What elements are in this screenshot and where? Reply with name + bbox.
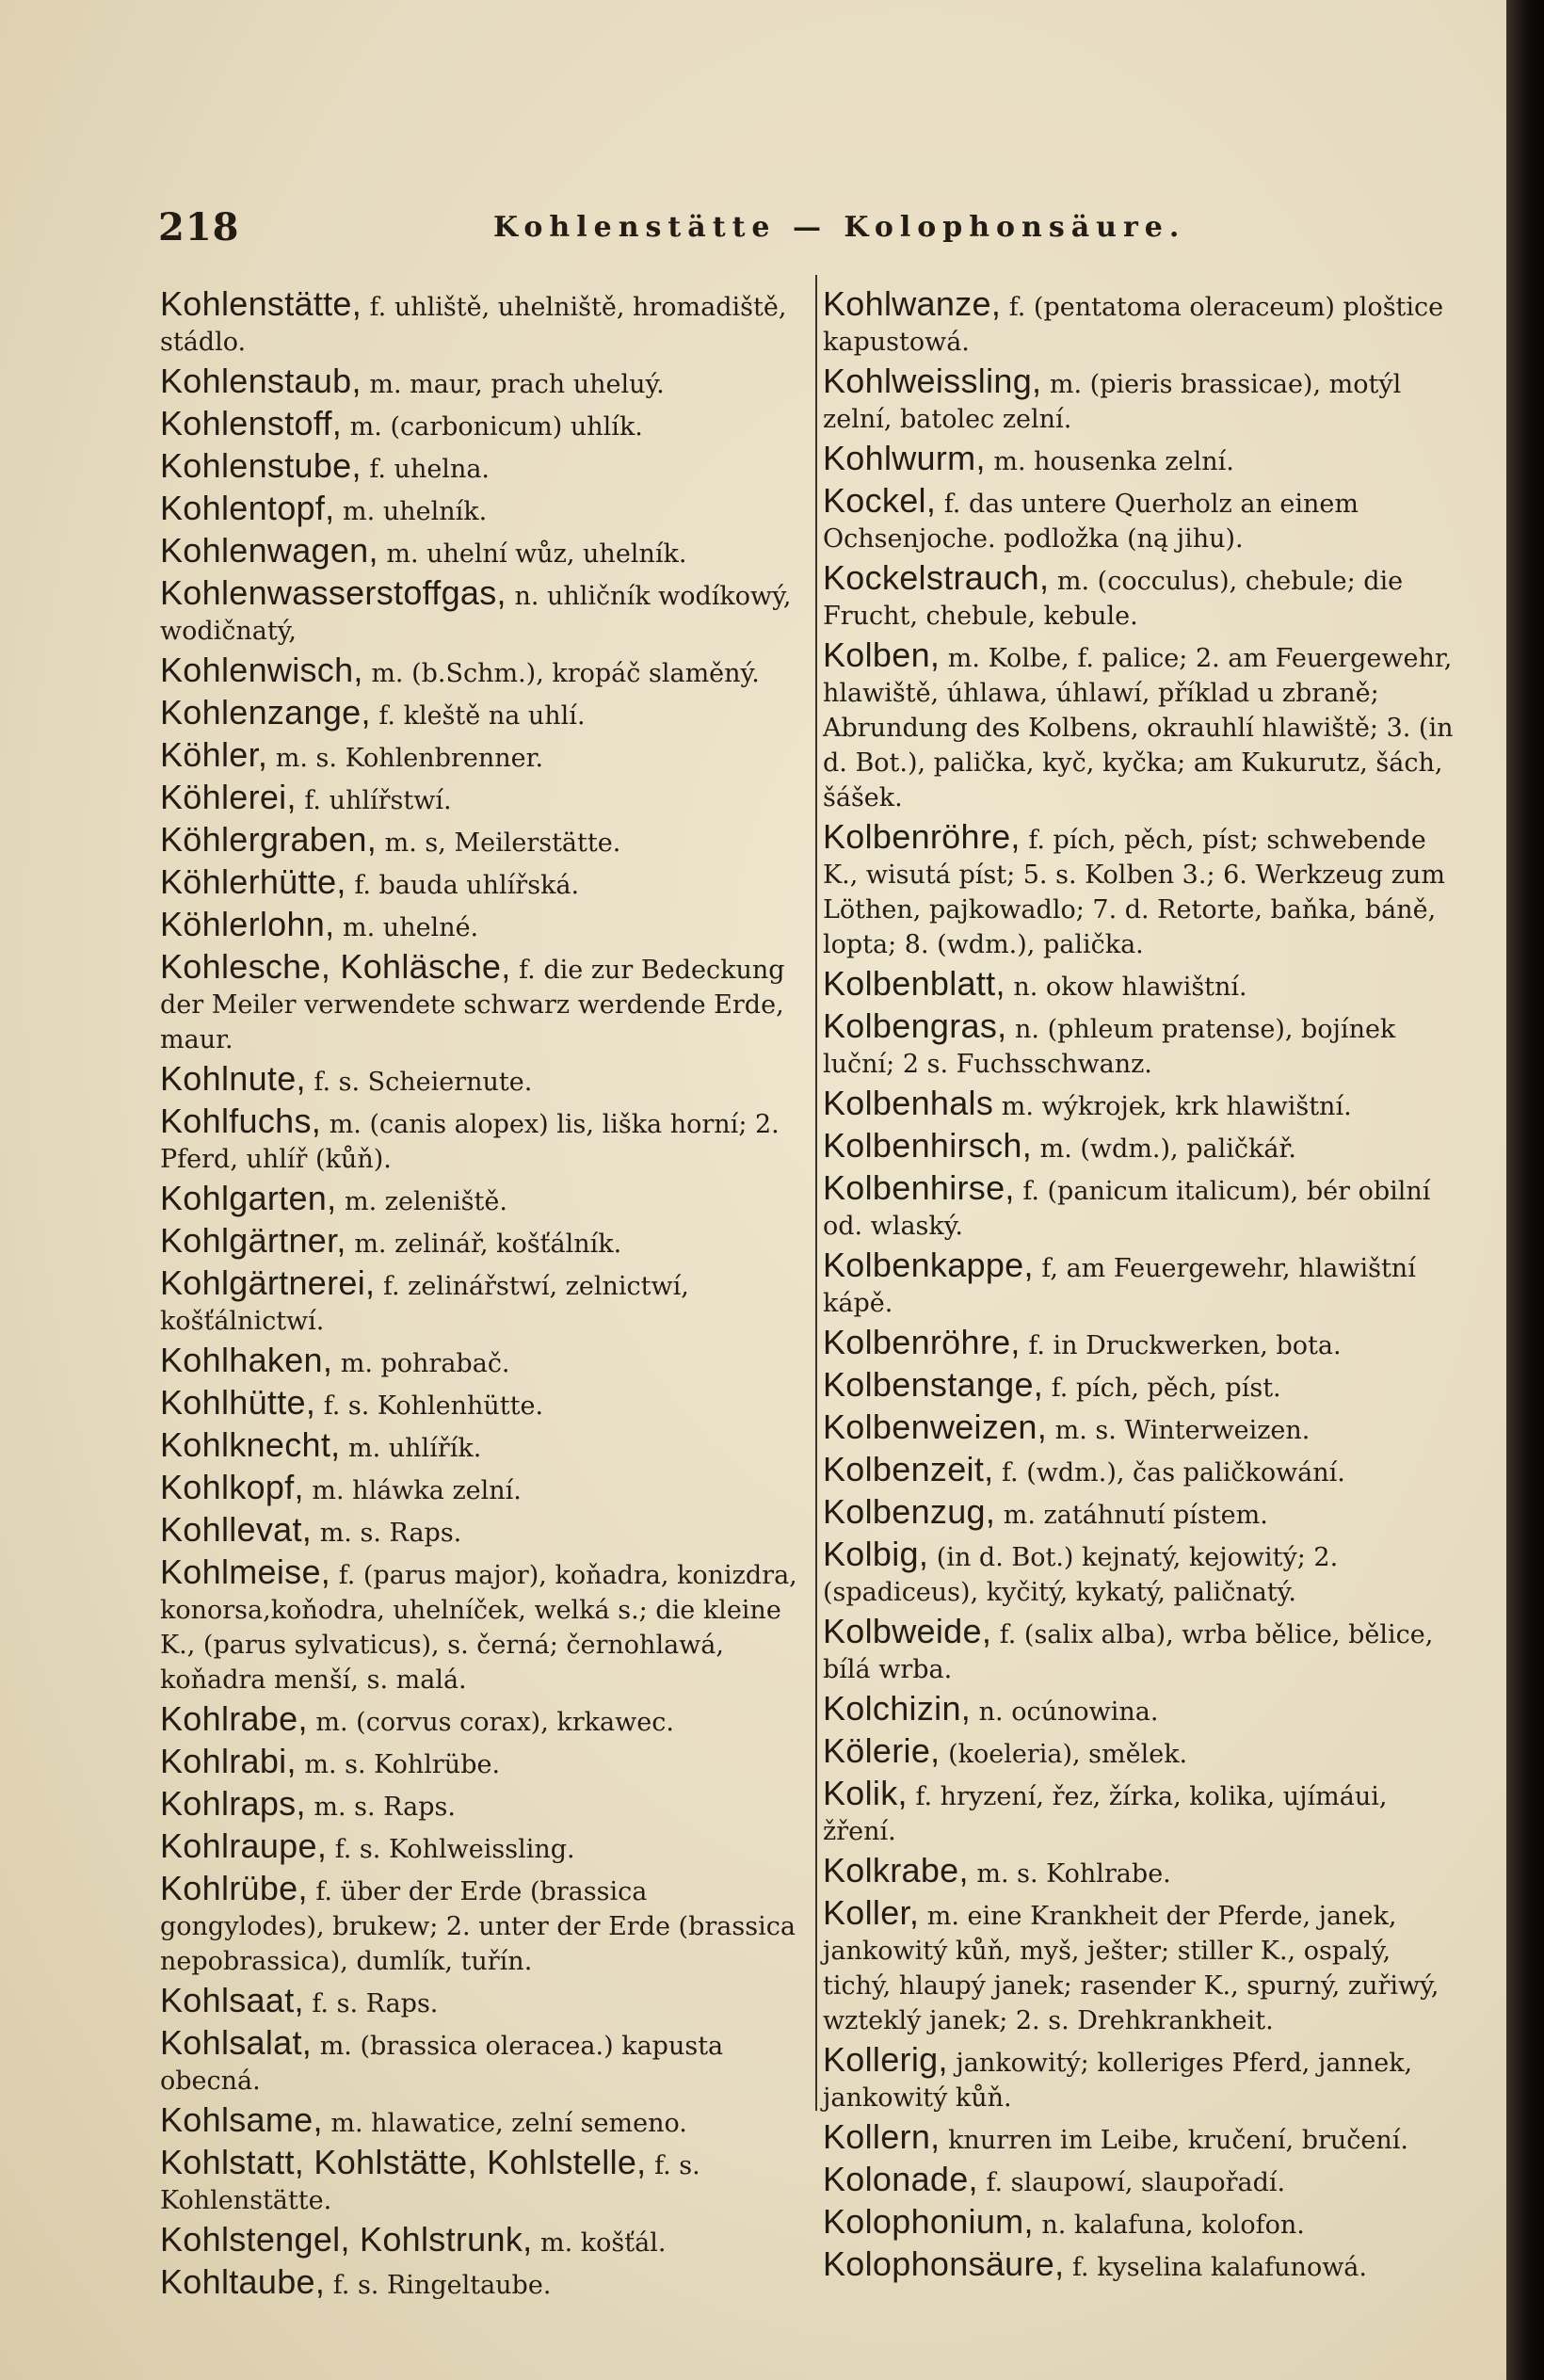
headword: Kohlhaken, [160, 1341, 333, 1379]
headword: Kohlraupe, [160, 1826, 328, 1865]
headword: Kölerie, [823, 1731, 941, 1770]
headword: Kohlsame, [160, 2100, 323, 2139]
definition: n. (phleum pratense), bojínek luční; 2 s. Fuchsschwanz. [823, 1015, 1396, 1079]
definition: f. (wdm.), čas paličkowání. [1002, 1458, 1345, 1488]
dictionary-entry [823, 1895, 1463, 2038]
definition: n. uhličník wodíkowý, wodičnatý, [160, 582, 792, 646]
definition: f. kleště na uhlí. [378, 701, 586, 731]
dictionary-entry [160, 1701, 810, 1740]
definition: m. s. Raps. [319, 1519, 462, 1548]
dictionary-entry [160, 949, 810, 1057]
headword: Kolonade, [823, 2160, 978, 2198]
dictionary-entry [160, 2145, 810, 2218]
dictionary-entry [823, 1128, 1463, 1166]
definition: f. s. Ringeltaube. [332, 2271, 552, 2300]
dictionary-entry [823, 1853, 1463, 1891]
dictionary-entry [160, 406, 810, 444]
headword: Kohlenstoff, [160, 404, 343, 442]
dictionary-entry [160, 1554, 810, 1697]
dictionary-entry [823, 1452, 1463, 1490]
headword: Kohlenwagen, [160, 531, 378, 570]
running-head: Kohlenstätte — Kolophonsäure. [493, 211, 1186, 244]
headword: Köhler, [160, 735, 268, 774]
definition: n. ocúnowina. [978, 1697, 1159, 1727]
definition: f. zelinářstwí, zelnictwí, košťálnictwí. [160, 1272, 689, 1336]
definition: m. (canis alopex) lis, liška horní; 2. Pferd, uhlíř (kůň). [160, 1110, 780, 1174]
headword: Kolchizin, [823, 1689, 972, 1728]
dictionary-entry [823, 1536, 1463, 1610]
dictionary-entry [823, 2246, 1463, 2285]
headword: Kolbenstange, [823, 1365, 1044, 1404]
definition: m. uhelní wůz, uhelník. [386, 539, 687, 569]
dictionary-entry [160, 1385, 810, 1423]
headword: Kolbenzeit, [823, 1450, 994, 1488]
headword: Kolophonium, [823, 2202, 1034, 2241]
headword: Kohlenstätte, [160, 284, 362, 323]
definition: f. uhliště, uhelniště, hromadiště, stádlo. [160, 293, 787, 357]
dictionary-entry [823, 819, 1463, 962]
dictionary-entry [823, 2119, 1463, 2158]
definition: m. hláwka zelní. [312, 1476, 522, 1505]
headword: Kohlrübe, [160, 1869, 308, 1907]
dictionary-entry [160, 1427, 810, 1466]
dictionary-entry [160, 1828, 810, 1867]
definition: m. uhelník. [343, 497, 488, 526]
dictionary-entry [160, 695, 810, 733]
dictionary-entry [823, 1008, 1463, 1082]
definition: m. pohrabač. [340, 1349, 510, 1378]
definition: f. pích, pěch, píst. [1051, 1374, 1281, 1403]
dictionary-entry [823, 286, 1463, 360]
headword: Kohlgarten, [160, 1179, 337, 1217]
dictionary-entry [160, 2264, 810, 2303]
headword: Kohlstatt, Kohlstätte, Kohlstelle, [160, 2143, 647, 2181]
definition: m. košťál. [540, 2228, 667, 2258]
headword: Kohlknecht, [160, 1425, 341, 1464]
headword: Kohlwanze, [823, 284, 1002, 323]
definition: m. housenka zelní. [993, 447, 1234, 476]
dictionary-entry [160, 780, 810, 818]
headword: Koller, [823, 1893, 920, 1932]
headword: Kolbenhirsch, [823, 1126, 1033, 1165]
headword: Kolik, [823, 1774, 908, 1812]
headword: Kolbenweizen, [823, 1407, 1048, 1446]
dictionary-entry [823, 1494, 1463, 1533]
definition: f. uhlířstwí. [304, 786, 452, 815]
dictionary-entry [823, 560, 1463, 634]
definition: f. s. Scheiernute. [314, 1068, 533, 1097]
headword: Kolbig, [823, 1535, 929, 1573]
definition: f. uhelna. [369, 455, 491, 484]
headword: Köhlerhütte, [160, 862, 346, 901]
headword: Köhlerlohn, [160, 905, 335, 943]
definition: m. (pieris brassicae), motýl zelní, batolec zelní. [823, 370, 1402, 434]
headword: Kollern, [823, 2117, 941, 2156]
headword: Kohllevat, [160, 1510, 313, 1549]
headword: Kockelstrauch, [823, 558, 1050, 597]
right-column [823, 286, 1463, 2289]
dictionary-entry [160, 1786, 810, 1825]
dictionary-entry [823, 2162, 1463, 2200]
headword: Kohlkopf, [160, 1468, 304, 1506]
definition: m. zeleniště. [345, 1187, 507, 1216]
definition: m. (corvus corax), krkawec. [315, 1708, 674, 1737]
headword: Kohlhütte, [160, 1383, 316, 1422]
headword: Kohlrabe, [160, 1699, 308, 1738]
dictionary-entry [160, 1181, 810, 1219]
definition: m. wýkrojek, krk hlawištní. [1001, 1092, 1352, 1121]
headword: Kolkrabe, [823, 1851, 969, 1890]
definition: f. s. Kohlenstätte. [160, 2151, 700, 2215]
dictionary-entry [160, 490, 810, 529]
definition: n. kalafuna, kolofon. [1041, 2211, 1305, 2240]
definition: f. (salix alba), wrba bělice, bělice, bílá wrba. [823, 1620, 1434, 1684]
definition: (koeleria), smělek. [948, 1740, 1188, 1769]
dictionary-entry [160, 1871, 810, 1979]
dictionary-entry [160, 822, 810, 860]
dictionary-entry [823, 1776, 1463, 1849]
headword: Kohlrabi, [160, 1742, 297, 1780]
column-divider [815, 275, 817, 2111]
definition: m. (b.Schm.), kropáč slaměný. [371, 659, 760, 688]
page-edge-shadow [1506, 0, 1544, 2380]
dictionary-entry [823, 1409, 1463, 1448]
dictionary-entry [823, 483, 1463, 556]
definition: f. (panicum italicum), bér obilní od. wlaský. [823, 1177, 1431, 1241]
definition: f. über der Erde (brassica gongylodes), brukew; 2. unter der Erde (brassica nepobrassica), dumlík, tuřín. [160, 1877, 796, 1976]
definition: m. (brassica oleracea.) kapusta obecná. [160, 2032, 724, 2096]
left-column [160, 286, 810, 2307]
dictionary-entry [160, 2222, 810, 2260]
headword: Kohltaube, [160, 2262, 326, 2301]
dictionary-entry [823, 1085, 1463, 1124]
headword: Kohlwurm, [823, 439, 986, 477]
headword: Kolbengras, [823, 1006, 1007, 1045]
dictionary-entry [160, 1512, 810, 1551]
dictionary-entry [160, 1061, 810, 1100]
dictionary-entry [823, 966, 1463, 1005]
definition: f. s. Raps. [312, 1989, 439, 2018]
headword: Kolben, [823, 635, 941, 674]
headword: Köhlergraben, [160, 820, 378, 859]
definition: (in d. Bot.) kejnatý, kejowitý; 2. (spadiceus), kyčitý, kykatý, paličnatý. [823, 1543, 1339, 1607]
headword: Kohlenwisch, [160, 651, 363, 689]
dictionary-entry [823, 363, 1463, 437]
dictionary-entry [823, 1170, 1463, 1244]
dictionary-entry [160, 533, 810, 571]
dictionary-entry [160, 907, 810, 945]
definition: f. s. Kohlweissling. [334, 1835, 575, 1864]
definition: f. in Druckwerken, bota. [1028, 1331, 1342, 1360]
definition: m. uhelné. [343, 913, 479, 942]
headword: Kohlenstube, [160, 446, 362, 485]
headword: Kolbenröhre, [823, 1323, 1021, 1361]
definition: f. (parus major), koňadra, konizdra, konorsa,koňodra, uhelníček, welká s.; die kleine K., (parus sylvaticus), s. černá; černohlawá, koňadra menší, s. malá. [160, 1561, 797, 1695]
headword: Kohlentopf, [160, 489, 335, 527]
headword: Kolbenröhre, [823, 817, 1021, 856]
dictionary-entry [823, 1325, 1463, 1363]
definition: m. s. Kohlrabe. [976, 1859, 1171, 1889]
dictionary-entry [823, 2042, 1463, 2115]
definition: f. pích, pěch, píst; schwebende K., wisutá píst; 5. s. Kolben 3.; 6. Werkzeug zum Löthen, pajkowadlo; 7. d. Retorte, baňka, báně, lopta; 8. (wdm.), palička. [823, 826, 1445, 959]
headword: Kohlsaat, [160, 1981, 304, 2019]
headword: Kohlgärtnerei, [160, 1263, 376, 1302]
dictionary-entry [160, 2102, 810, 2141]
headword: Kohlweissling, [823, 362, 1042, 400]
dictionary-entry [160, 1103, 810, 1177]
definition: m. uhlířík. [348, 1434, 482, 1463]
headword: Kohlnute, [160, 1059, 306, 1098]
definition: f. hryzení, řez, žírka, kolika, ujímáui, žření. [823, 1782, 1388, 1846]
dictionary-entry [823, 1691, 1463, 1729]
definition: f. kyselina kalafunowá. [1072, 2253, 1367, 2282]
definition: m. maur, prach uheluý. [369, 370, 665, 399]
dictionary-entry [160, 864, 810, 903]
dictionary-entry [160, 1744, 810, 1782]
dictionary-entry [160, 448, 810, 487]
dictionary-entry [823, 1614, 1463, 1687]
definition: f. slaupowí, slaupořadí. [986, 2168, 1286, 2197]
headword: Kohlmeise, [160, 1552, 331, 1591]
dictionary-entry [160, 1265, 810, 1339]
headword: Kohlenzange, [160, 693, 371, 732]
dictionary-entry [160, 1470, 810, 1508]
dictionary-entry [823, 1247, 1463, 1321]
definition: f, am Feuergewehr, hlawištní kápě. [823, 1254, 1416, 1318]
headword: Kohlenwasserstoffgas, [160, 573, 507, 612]
headword: Kolbenhals [823, 1084, 994, 1122]
definition: jankowitý; kolleriges Pferd, jannek, jankowitý kůň. [823, 2049, 1413, 2113]
headword: Kolophonsäure, [823, 2244, 1065, 2283]
definition: m. (cocculus), chebule; die Frucht, chebule, kebule. [823, 567, 1404, 631]
headword: Köhlerei, [160, 778, 297, 816]
dictionary-entry [160, 286, 810, 360]
definition: f. die zur Bedeckung der Meiler verwendete schwarz werdende Erde, maur. [160, 956, 785, 1054]
definition: n. okow hlawištní. [1013, 973, 1247, 1002]
headword: Kolbenkappe, [823, 1246, 1034, 1284]
definition: m. zatáhnutí pístem. [1003, 1501, 1268, 1530]
definition: f. (pentatoma oleraceum) ploštice kapustowá. [823, 293, 1444, 357]
dictionary-entry [823, 637, 1463, 815]
dictionary-entry [823, 1367, 1463, 1406]
page-header [158, 205, 1476, 262]
definition: m. s. Raps. [314, 1793, 456, 1822]
definition: m. eine Krankheit der Pferde, janek, jankowitý kůň, myš, ješter; stiller K., ospalý, tichý, hlaupý janek; rasender K., spurný, zuřiwý, wzteklý janek; 2. s. Drehkrankheit. [823, 1902, 1439, 2035]
headword: Kockel, [823, 481, 937, 520]
definition: m. s. Winterweizen. [1054, 1416, 1311, 1445]
definition: m. (wdm.), paličkář. [1039, 1134, 1296, 1164]
definition: m. Kolbe, f. palice; 2. am Feuergewehr, hlawiště, úhlawa, úhlawí, příklad u zbraně; Abrundung des Kolbens, okrauhlí hlawiště; 3. (in d. Bot.), palička, kyč, kyčka; am Kukurutz, šách, šášek. [823, 644, 1454, 812]
headword: Kolbenzug, [823, 1492, 996, 1531]
dictionary-entry [160, 363, 810, 402]
headword: Kohlgärtner, [160, 1221, 346, 1260]
dictionary-entry [823, 1733, 1463, 1772]
definition: m. hlawatice, zelní semeno. [330, 2109, 687, 2138]
headword: Kolbenhirse, [823, 1168, 1015, 1207]
definition: m. s. Kohlrübe. [304, 1750, 501, 1779]
headword: Kohlesche, Kohläsche, [160, 947, 511, 986]
definition: f. s. Kohlenhütte. [323, 1391, 544, 1421]
definition: m. s, Meilerstätte. [384, 828, 621, 858]
page-number: 218 [158, 205, 240, 249]
definition: f. das untere Querholz an einem Ochsenjoche. podložka (ną jihu). [823, 490, 1359, 554]
headword: Kohlenstaub, [160, 362, 362, 400]
headword: Kolbweide, [823, 1612, 992, 1650]
definition: m. zelinář, košťálník. [354, 1230, 622, 1259]
dictionary-entry [160, 1343, 810, 1381]
dictionary-entry [823, 2204, 1463, 2243]
headword: Kolbenblatt, [823, 964, 1005, 1003]
dictionary-entry [160, 1223, 810, 1262]
headword: Kohlraps, [160, 1784, 306, 1823]
definition: knurren im Leibe, kručení, bručení. [948, 2126, 1408, 2155]
dictionary-entry [160, 575, 810, 649]
headword: Kohlfuchs, [160, 1102, 322, 1140]
definition: m. s. Kohlenbrenner. [275, 744, 544, 773]
dictionary-entry [160, 1983, 810, 2021]
dictionary-entry [823, 441, 1463, 479]
headword: Kohlsalat, [160, 2023, 313, 2062]
dictionary-entry [160, 737, 810, 776]
dictionary-entry [160, 652, 810, 691]
dictionary-entry [160, 2025, 810, 2099]
headword: Kohlstengel, Kohlstrunk, [160, 2220, 533, 2259]
definition: f. bauda uhlířská. [354, 871, 580, 900]
headword: Kollerig, [823, 2040, 948, 2079]
definition: m. (carbonicum) uhlík. [349, 412, 643, 442]
